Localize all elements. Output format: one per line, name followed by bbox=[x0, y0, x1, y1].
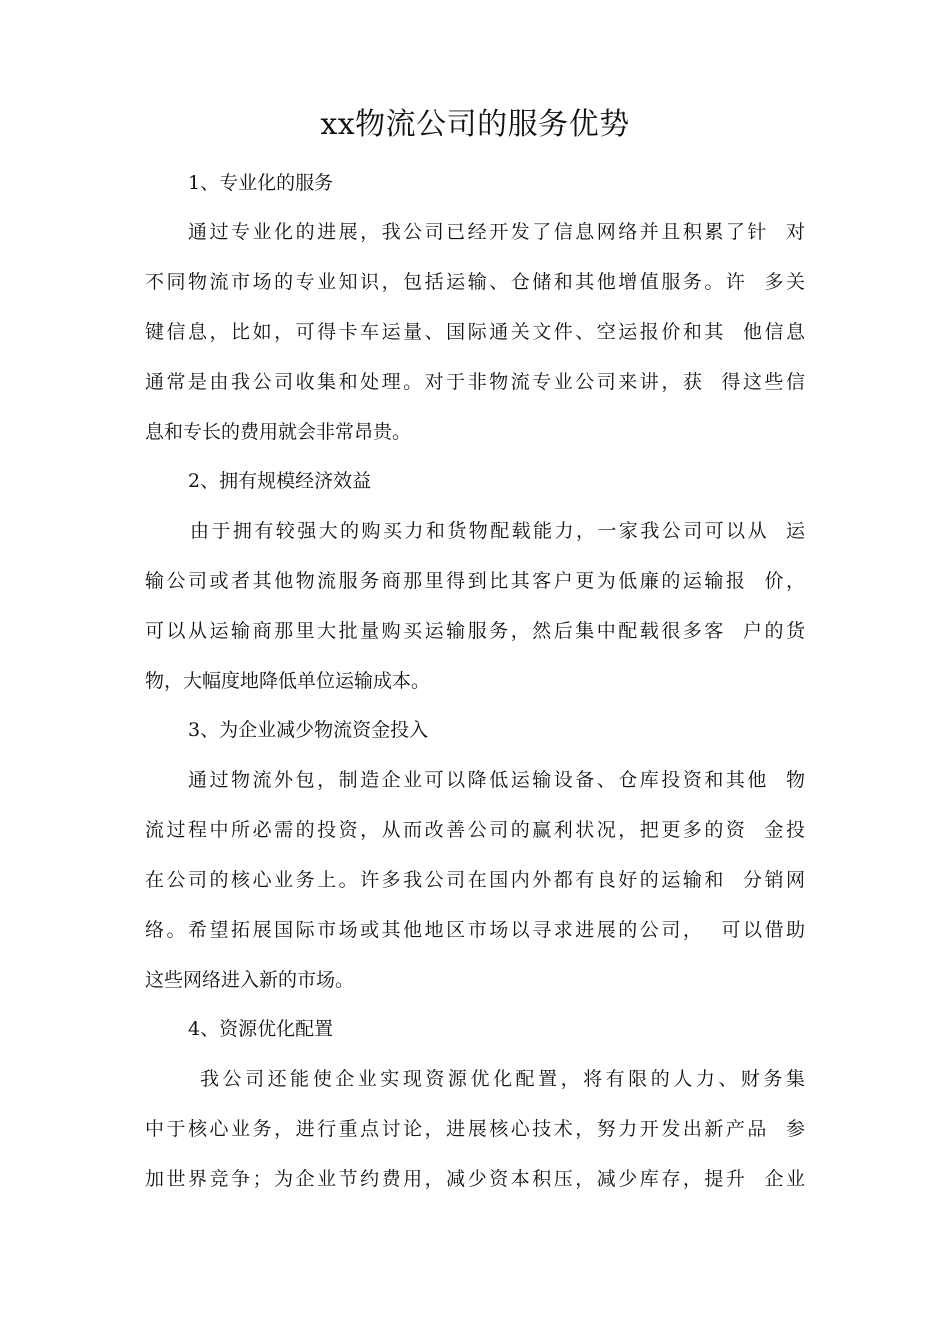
document-title: xx物流公司的服务优势 bbox=[320, 107, 630, 142]
section-heading: 1、专业化的服务 bbox=[188, 172, 334, 194]
paragraph-line: 键信息，比如，可得卡车运量、国际通关文件、空运报价和其 他信息 bbox=[145, 321, 805, 343]
paragraph-line: 通过物流外包，制造企业可以降低运输设备、仓库投资和其他 物 bbox=[188, 769, 805, 791]
section-heading: 2、拥有规模经济效益 bbox=[188, 470, 372, 492]
paragraph-line: 中于核心业务，进行重点讨论，进展核心技术，努力开发出新产品 参 bbox=[145, 1118, 805, 1140]
paragraph-line: 物，大幅度地降低单位运输成本。 bbox=[145, 670, 431, 692]
paragraph-line: 这些网络进入新的市场。 bbox=[145, 969, 355, 991]
section-heading: 3、为企业减少物流资金投入 bbox=[188, 719, 429, 741]
paragraph-line: 通常是由我公司收集和处理。对于非物流专业公司来讲，获 得这些信 bbox=[145, 371, 805, 393]
paragraph-line: 我公司还能使企业实现资源优化配置，将有限的人力、财务集 bbox=[200, 1068, 805, 1090]
section-heading: 4、资源优化配置 bbox=[188, 1018, 334, 1040]
paragraph-line: 息和专长的费用就会非常昂贵。 bbox=[145, 421, 412, 443]
paragraph-line: 不同物流市场的专业知识，包括运输、仓储和其他增值服务。许 多关 bbox=[145, 271, 805, 293]
paragraph-line: 加世界竞争；为企业节约费用，减少资本积压，减少库存，提升 企业 bbox=[145, 1168, 805, 1190]
paragraph-line: 通过专业化的进展，我公司已经开发了信息网络并且积累了针 对 bbox=[188, 221, 805, 243]
paragraph-line: 络。希望拓展国际市场或其他地区市场以寻求进展的公司， 可以借助 bbox=[145, 919, 805, 941]
paragraph-line: 在公司的核心业务上。许多我公司在国内外都有良好的运输和 分销网 bbox=[145, 869, 805, 891]
paragraph-line: 可以从运输商那里大批量购买运输服务，然后集中配载很多客 户的货 bbox=[145, 620, 805, 642]
paragraph-line: 输公司或者其他物流服务商那里得到比其客户更为低廉的运输报 价， bbox=[145, 570, 805, 592]
paragraph-line: 流过程中所必需的投资，从而改善公司的赢利状况，把更多的资 金投 bbox=[145, 819, 805, 841]
paragraph-line: 由于拥有较强大的购买力和货物配载能力，一家我公司可以从 运 bbox=[190, 520, 805, 542]
